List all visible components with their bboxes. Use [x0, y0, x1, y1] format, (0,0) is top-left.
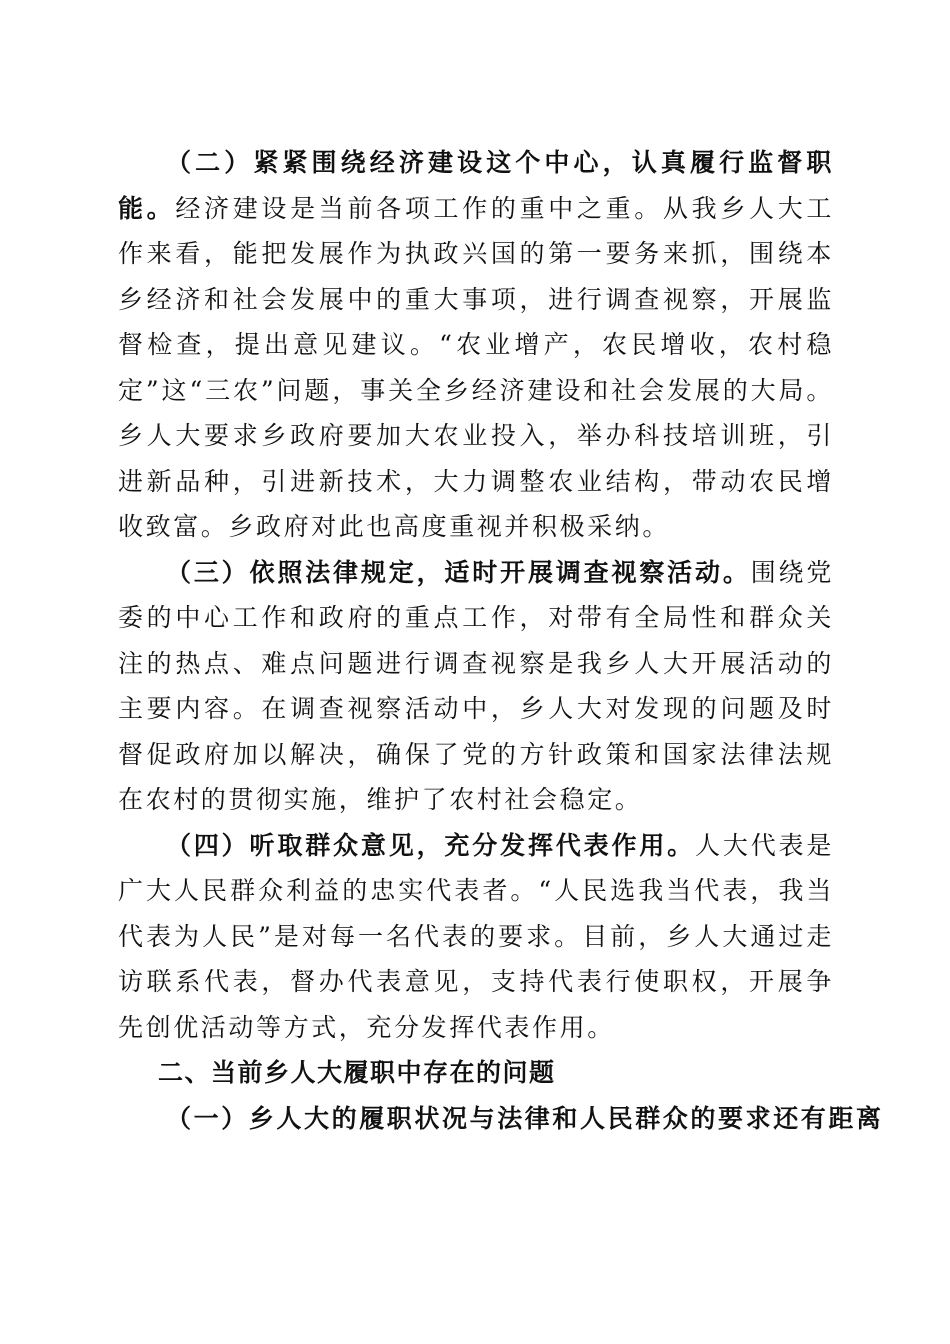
- paragraph-lead: （四）听取群众意见，充分发挥代表作用。: [166, 830, 696, 860]
- paragraph-representatives-role: [118, 823, 834, 1051]
- sub-heading: （一）乡人大的履职状况与法律和人民群众的要求还有距离: [166, 1103, 884, 1133]
- paragraph-lead: （三）依照法律规定，适时开展调查视察活动。: [166, 557, 751, 587]
- paragraph-text: 经济建设是当前各项工作的重中之重。从我乡人大工作来看，能把发展作为执政兴国的第一要务来抓，围绕本乡经济和社会发展中的重大事项，进行调查视察，开展监督检查，提出意见建议。“农业增产，农民增收，农村稳定”这“三农”问题，事关全乡经济建设和社会发展的大局。乡人大要求乡政府要加大农业投入，举办科技培训班，引进新品种，引进新技术，大力调整农业结构，带动农民增收致富。乡政府对此也高度重视并积极采纳。: [118, 193, 834, 541]
- paragraph-inspection-activities: [118, 550, 834, 823]
- paragraph-text: 围绕党委的中心工作和政府的重点工作，对带有全局性和群众关注的热点、难点问题进行调查视察是我乡人大开展活动的主要内容。在调查视察活动中，乡人大对发现的问题及时督促政府加以解决，确保了党的方针政策和国家法律法规在农村的贯彻实施，维护了农村社会稳定。: [118, 557, 834, 814]
- paragraph-text: 人大代表是广大人民群众利益的忠实代表者。“人民选我当代表，我当代表为人民”是对每一名代表的要求。目前，乡人大通过走访联系代表，督办代表意见，支持代表行使职权，开展争先创优活动等方式，充分发挥代表作用。: [118, 830, 834, 1042]
- section-heading: 二、当前乡人大履职中存在的问题: [158, 1058, 556, 1087]
- paragraph-lead: （二）紧紧围绕经济建设这个中心，认真履行监督职能。: [118, 148, 834, 223]
- document-body: [118, 140, 884, 1141]
- paragraph-economic-supervision: [118, 140, 834, 550]
